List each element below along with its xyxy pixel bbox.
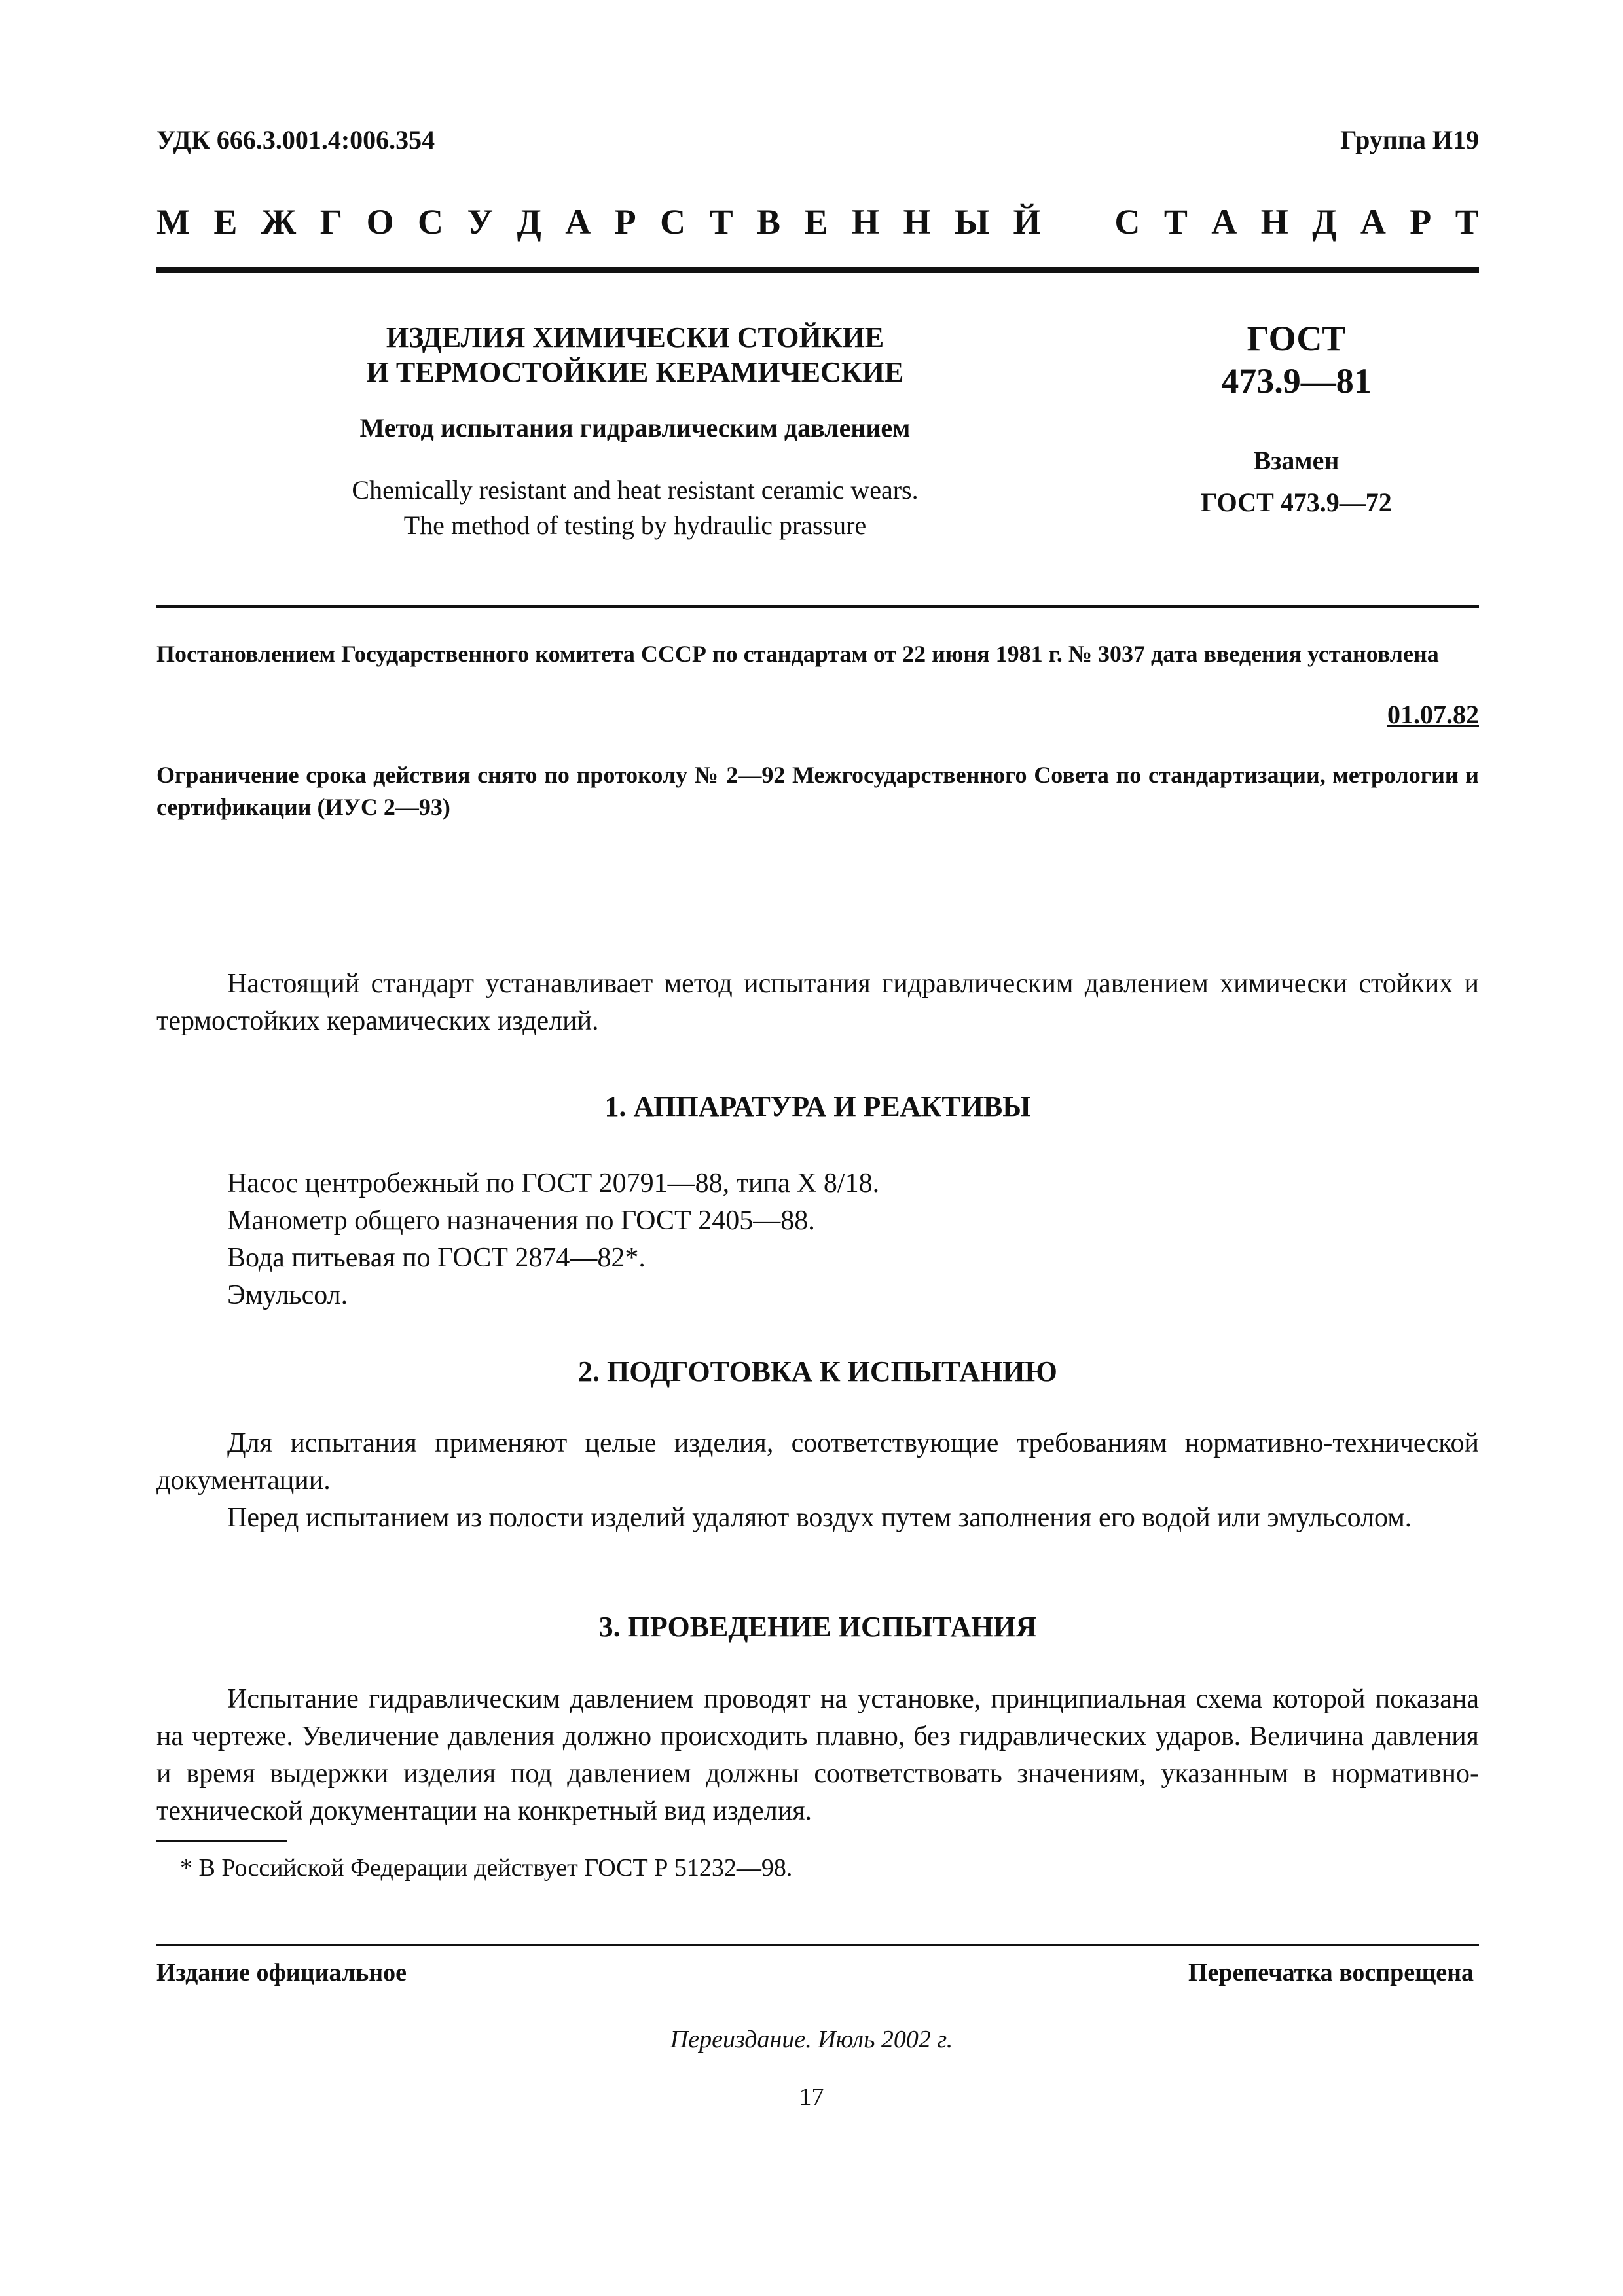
gost-label: ГОСТ xyxy=(1247,319,1346,358)
banner-letter: Г xyxy=(319,202,343,242)
equipment-item: Вода питьевая по ГОСТ 2874—82*. xyxy=(227,1243,646,1273)
no-reprint-label: Перепечатка воспрещена xyxy=(1188,1959,1474,1986)
english-title xyxy=(308,473,962,543)
banner-letter: А xyxy=(1360,202,1386,242)
header-rule xyxy=(156,267,1479,273)
section-2-paragraph-2: Перед испытанием из полости изделий удаляют воздух путем заполнения его водой или эмульсолом. xyxy=(227,1503,1412,1533)
section-2-paragraph-1: Для испытания применяют целые изделия, соответствующие требованиям нормативно-технической документации. xyxy=(156,1428,1479,1496)
equipment-item: Эмульсол. xyxy=(227,1280,348,1310)
section-2-heading: 2. ПОДГОТОВКА К ИСПЫТАНИЮ xyxy=(578,1355,1057,1388)
group-code: Группа И19 xyxy=(1340,125,1479,154)
banner-letter: Н xyxy=(852,202,880,242)
gost-number: 473.9—81 xyxy=(1221,361,1372,401)
section-3-heading: 3. ПРОВЕДЕНИЕ ИСПЫТАНИЯ xyxy=(598,1611,1037,1643)
banner-letter: Й xyxy=(1013,202,1041,242)
title-line-2: И ТЕРМОСТОЙКИЕ КЕРАМИЧЕСКИЕ xyxy=(366,355,904,388)
english-title-line-1: Chemically resistant and heat resistant ceramic wears. xyxy=(352,475,919,505)
banner-letter: С xyxy=(418,202,444,242)
document-title xyxy=(308,321,962,390)
banner-letter: Т xyxy=(1163,202,1188,242)
banner-letter: Ж xyxy=(261,202,297,242)
udk-code: УДК 666.3.001.4:006.354 xyxy=(156,125,435,154)
banner-letter: С xyxy=(1114,202,1140,242)
validity-limit-note: Ограничение срока действия снято по протоколу № 2—92 Межгосударственного Совета по стандартизации, метрологии и сертификации (ИУС 2—93) xyxy=(156,762,1479,820)
interstate-standard-banner xyxy=(156,202,1479,242)
banner-letter: Д xyxy=(1312,202,1337,242)
introduction-date: 01.07.82 xyxy=(1387,700,1479,729)
footnote: * В Российской Федерации действует ГОСТ Р 51232—98. xyxy=(180,1854,793,1882)
banner-letter: Т xyxy=(1455,202,1479,242)
banner-letter: У xyxy=(467,202,494,242)
footnote-separator xyxy=(156,1840,287,1842)
banner-letter: М xyxy=(156,202,190,242)
banner-word-gap xyxy=(1065,202,1091,242)
banner-letter: А xyxy=(565,202,591,242)
decree-text: Постановлением Государственного комитета СССР по стандартам от 22 июня 1981 г. № 3037 дата введения установлена xyxy=(156,641,1439,667)
banner-letter: Е xyxy=(213,202,238,242)
banner-letter: В xyxy=(757,202,781,242)
banner-letter: О xyxy=(366,202,394,242)
banner-letter: Д xyxy=(517,202,541,242)
replaces-block xyxy=(1100,440,1493,524)
footer-rule xyxy=(156,1944,1479,1946)
replaces-number: ГОСТ 473.9—72 xyxy=(1201,488,1392,517)
banner-letter: Н xyxy=(903,202,931,242)
banner-letter: Ы xyxy=(954,202,989,242)
page-number: 17 xyxy=(799,2083,824,2111)
banner-letter: Р xyxy=(614,202,636,242)
banner-letter: А xyxy=(1211,202,1237,242)
english-title-line-2: The method of testing by hydraulic prassure xyxy=(403,511,867,540)
section-1-heading: 1. АППАРАТУРА И РЕАКТИВЫ xyxy=(604,1090,1031,1122)
intro-paragraph: Настоящий стандарт устанавливает метод испытания гидравлическим давлением химически стойких и термостойких керамических изделий. xyxy=(156,969,1479,1037)
reissue-note: Переиздание. Июль 2002 г. xyxy=(670,2026,953,2053)
banner-letter: Е xyxy=(804,202,828,242)
equipment-item: Манометр общего назначения по ГОСТ 2405—88. xyxy=(227,1206,815,1236)
document-subtitle: Метод испытания гидравлическим давлением xyxy=(359,413,911,442)
title-rule xyxy=(156,605,1479,608)
section-3-paragraph-1: Испытание гидравлическим давлением проводят на установке, принципиальная схема которой показана на чертеже. Увеличение давления должно происходить плавно, без гидравлических ударов. Величина давления и время выдержки изделия под давлением должны соответствовать значениям, указанным в нормативно-технической документации на конкретный вид изделия. xyxy=(156,1684,1479,1827)
replaces-label: Взамен xyxy=(1253,446,1340,475)
banner-letter: Т xyxy=(709,202,733,242)
official-edition-label: Издание официальное xyxy=(156,1959,407,1986)
banner-letter: Р xyxy=(1410,202,1432,242)
title-line-1: ИЗДЕЛИЯ ХИМИЧЕСКИ СТОЙКИЕ xyxy=(386,321,884,353)
gost-designation xyxy=(1100,317,1493,403)
banner-letter: С xyxy=(660,202,686,242)
equipment-item: Насос центробежный по ГОСТ 20791—88, типа Х 8/18. xyxy=(227,1168,880,1198)
banner-letter: Н xyxy=(1260,202,1288,242)
